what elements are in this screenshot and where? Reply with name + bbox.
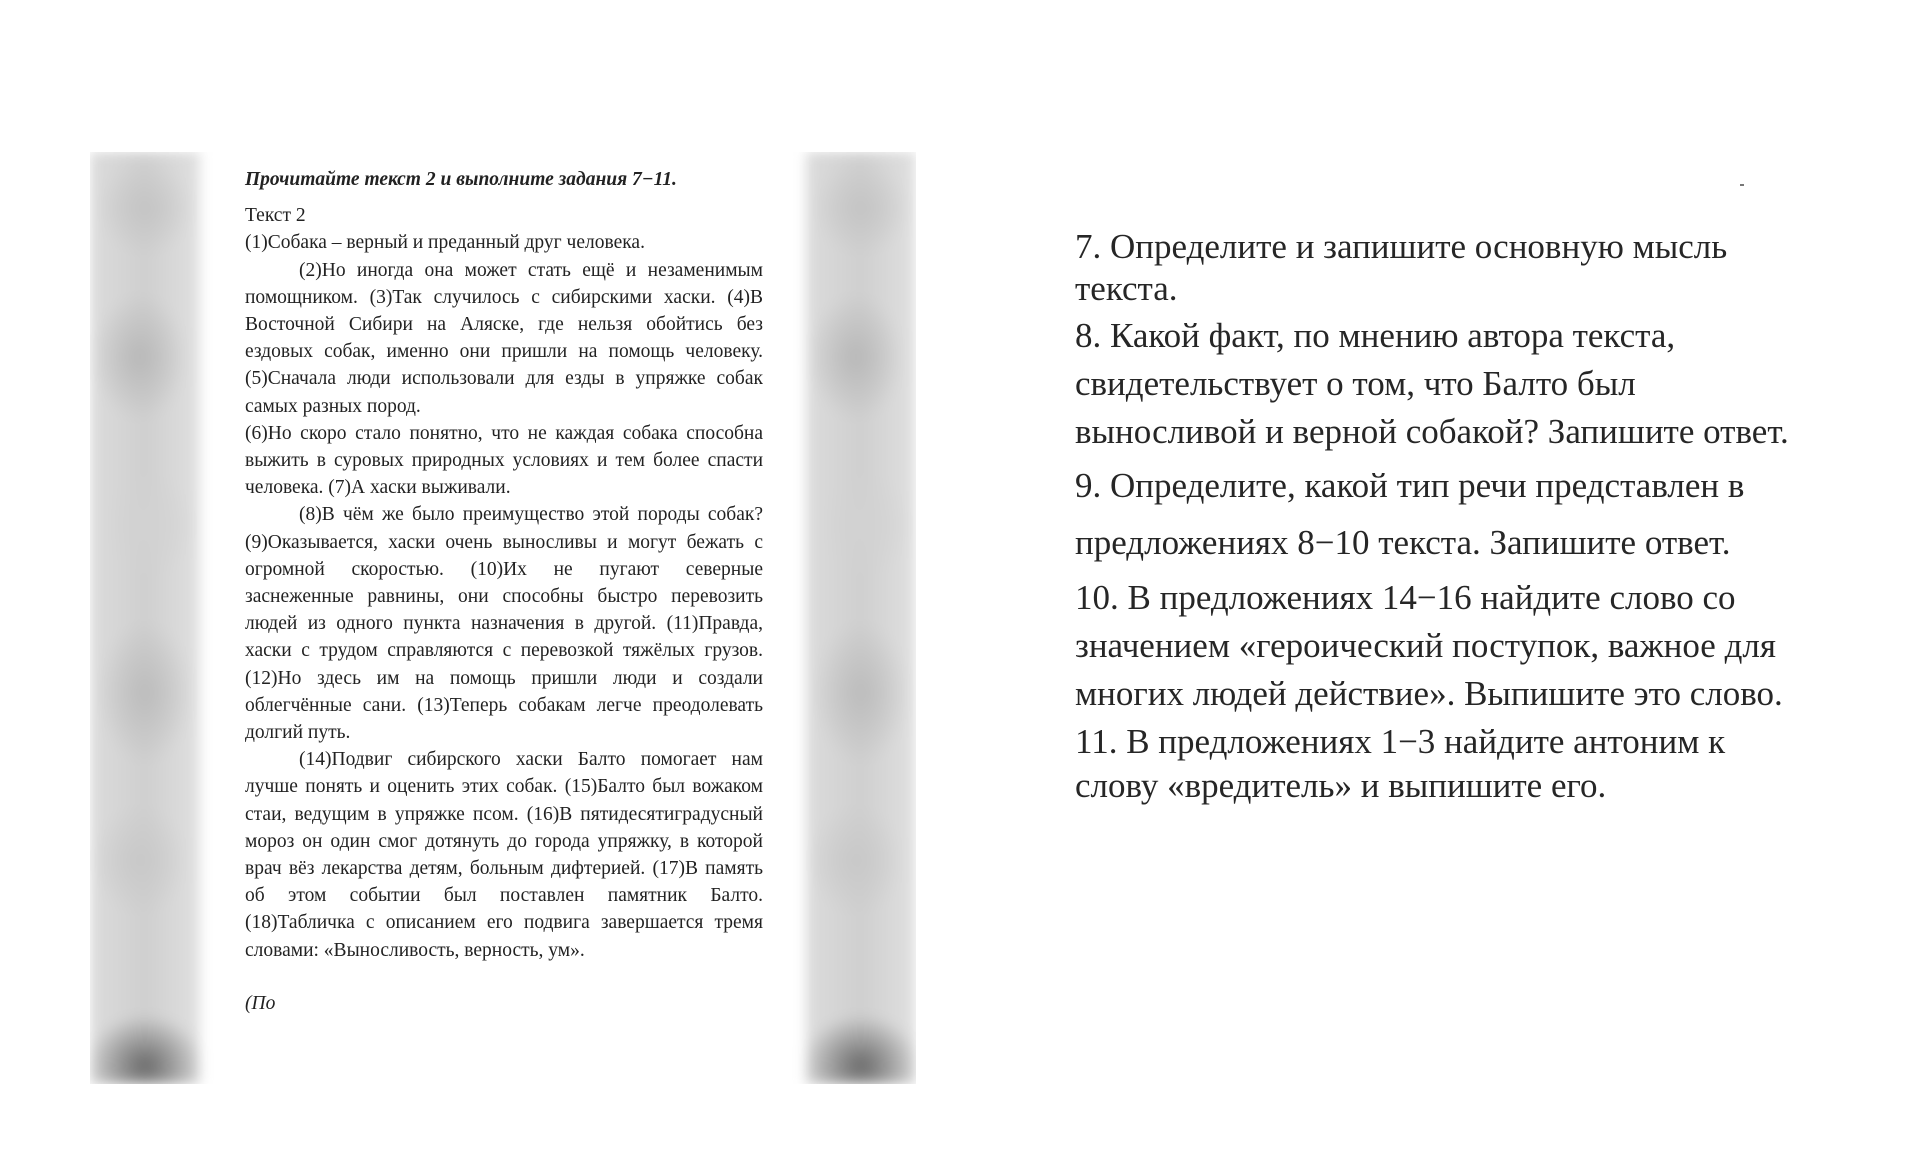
blurred-right-margin (806, 152, 916, 1084)
question-8: 8. Какой факт, по мнению автора текста, свидетельствует о том, что Балто был выносливой и верной собакой? Запишите ответ. (1075, 316, 1789, 451)
questions-list (1075, 226, 1795, 808)
text-paragraph-4: (8)В чём же было преимущество этой породы собак? (9)Оказывается, хаски очень выносливы и могут бежать с огромной скоростью. (10)Их не пугают северные заснеженные равнины, они способны быстро перевозить людей из одного пункта назначения в другой. (11)Правда, хаски с трудом справляются с перевозкой тяжёлых грузов. (12)Но здесь им на помощь пришли люди и создали облегчённые сани. (13)Теперь собакам легче преодолевать долгий путь. (245, 504, 763, 744)
page-mark (1740, 184, 1744, 186)
task-instruction: Прочитайте текст 2 и выполните задания 7−11. (245, 169, 677, 190)
text-paragraph-5: (14)Подвиг сибирского хаски Балто помогает нам лучше понять и оценить этих собак. (15)Балто был вожаком стаи, ведущим в упряжке псом. (16)В пятидесятиградусный мороз он один смог дотянуть до города упряжку, в которой врач вёз лекарства детям, больным дифтерией. (17)В память об этом событии был поставлен памятник Балто. (18)Табличка с описанием его подвига завершается тремя словами: «Выносливость, верность, ум». (245, 749, 763, 961)
question-9: 9. Определите, какой тип речи представлен в предложениях 8−10 текста. Запишите ответ. (1075, 466, 1745, 562)
truncated-source-note: (По (245, 992, 276, 1014)
reading-text (245, 166, 763, 1017)
text-paragraph-3: (6)Но скоро стало понятно, что не каждая собака способна выжить в суровых природных условиях и тем более спасти человека. (7)А хаски выживали. (245, 422, 763, 499)
text-paragraph-2: (2)Но иногда она может стать ещё и незаменимым помощником. (3)Так случилось с сибирскими хаски. (4)В Восточной Сибири на Аляске, где нельзя обойтись без ездовых собак, именно они пришли на помощь человеку. (5)Сначала люди использовали для езды в упряжке собак самых разных пород. (245, 259, 763, 417)
question-7: 7. Определите и запишите основную мысль текста. (1075, 227, 1728, 308)
question-10: 10. В предложениях 14−16 найдите слово со значением «героический поступок, важное для многих людей действие». Выпишите это слово. (1075, 578, 1783, 713)
text-paragraph-1: (1)Собака – верный и преданный друг человека. (245, 232, 645, 254)
scanned-text-page (90, 152, 916, 1084)
blurred-left-margin (90, 152, 200, 1084)
question-11: 11. В предложениях 1−3 найдите антоним к слову «вредитель» и выпишите его. (1075, 722, 1726, 805)
text-label: Текст 2 (245, 205, 306, 227)
